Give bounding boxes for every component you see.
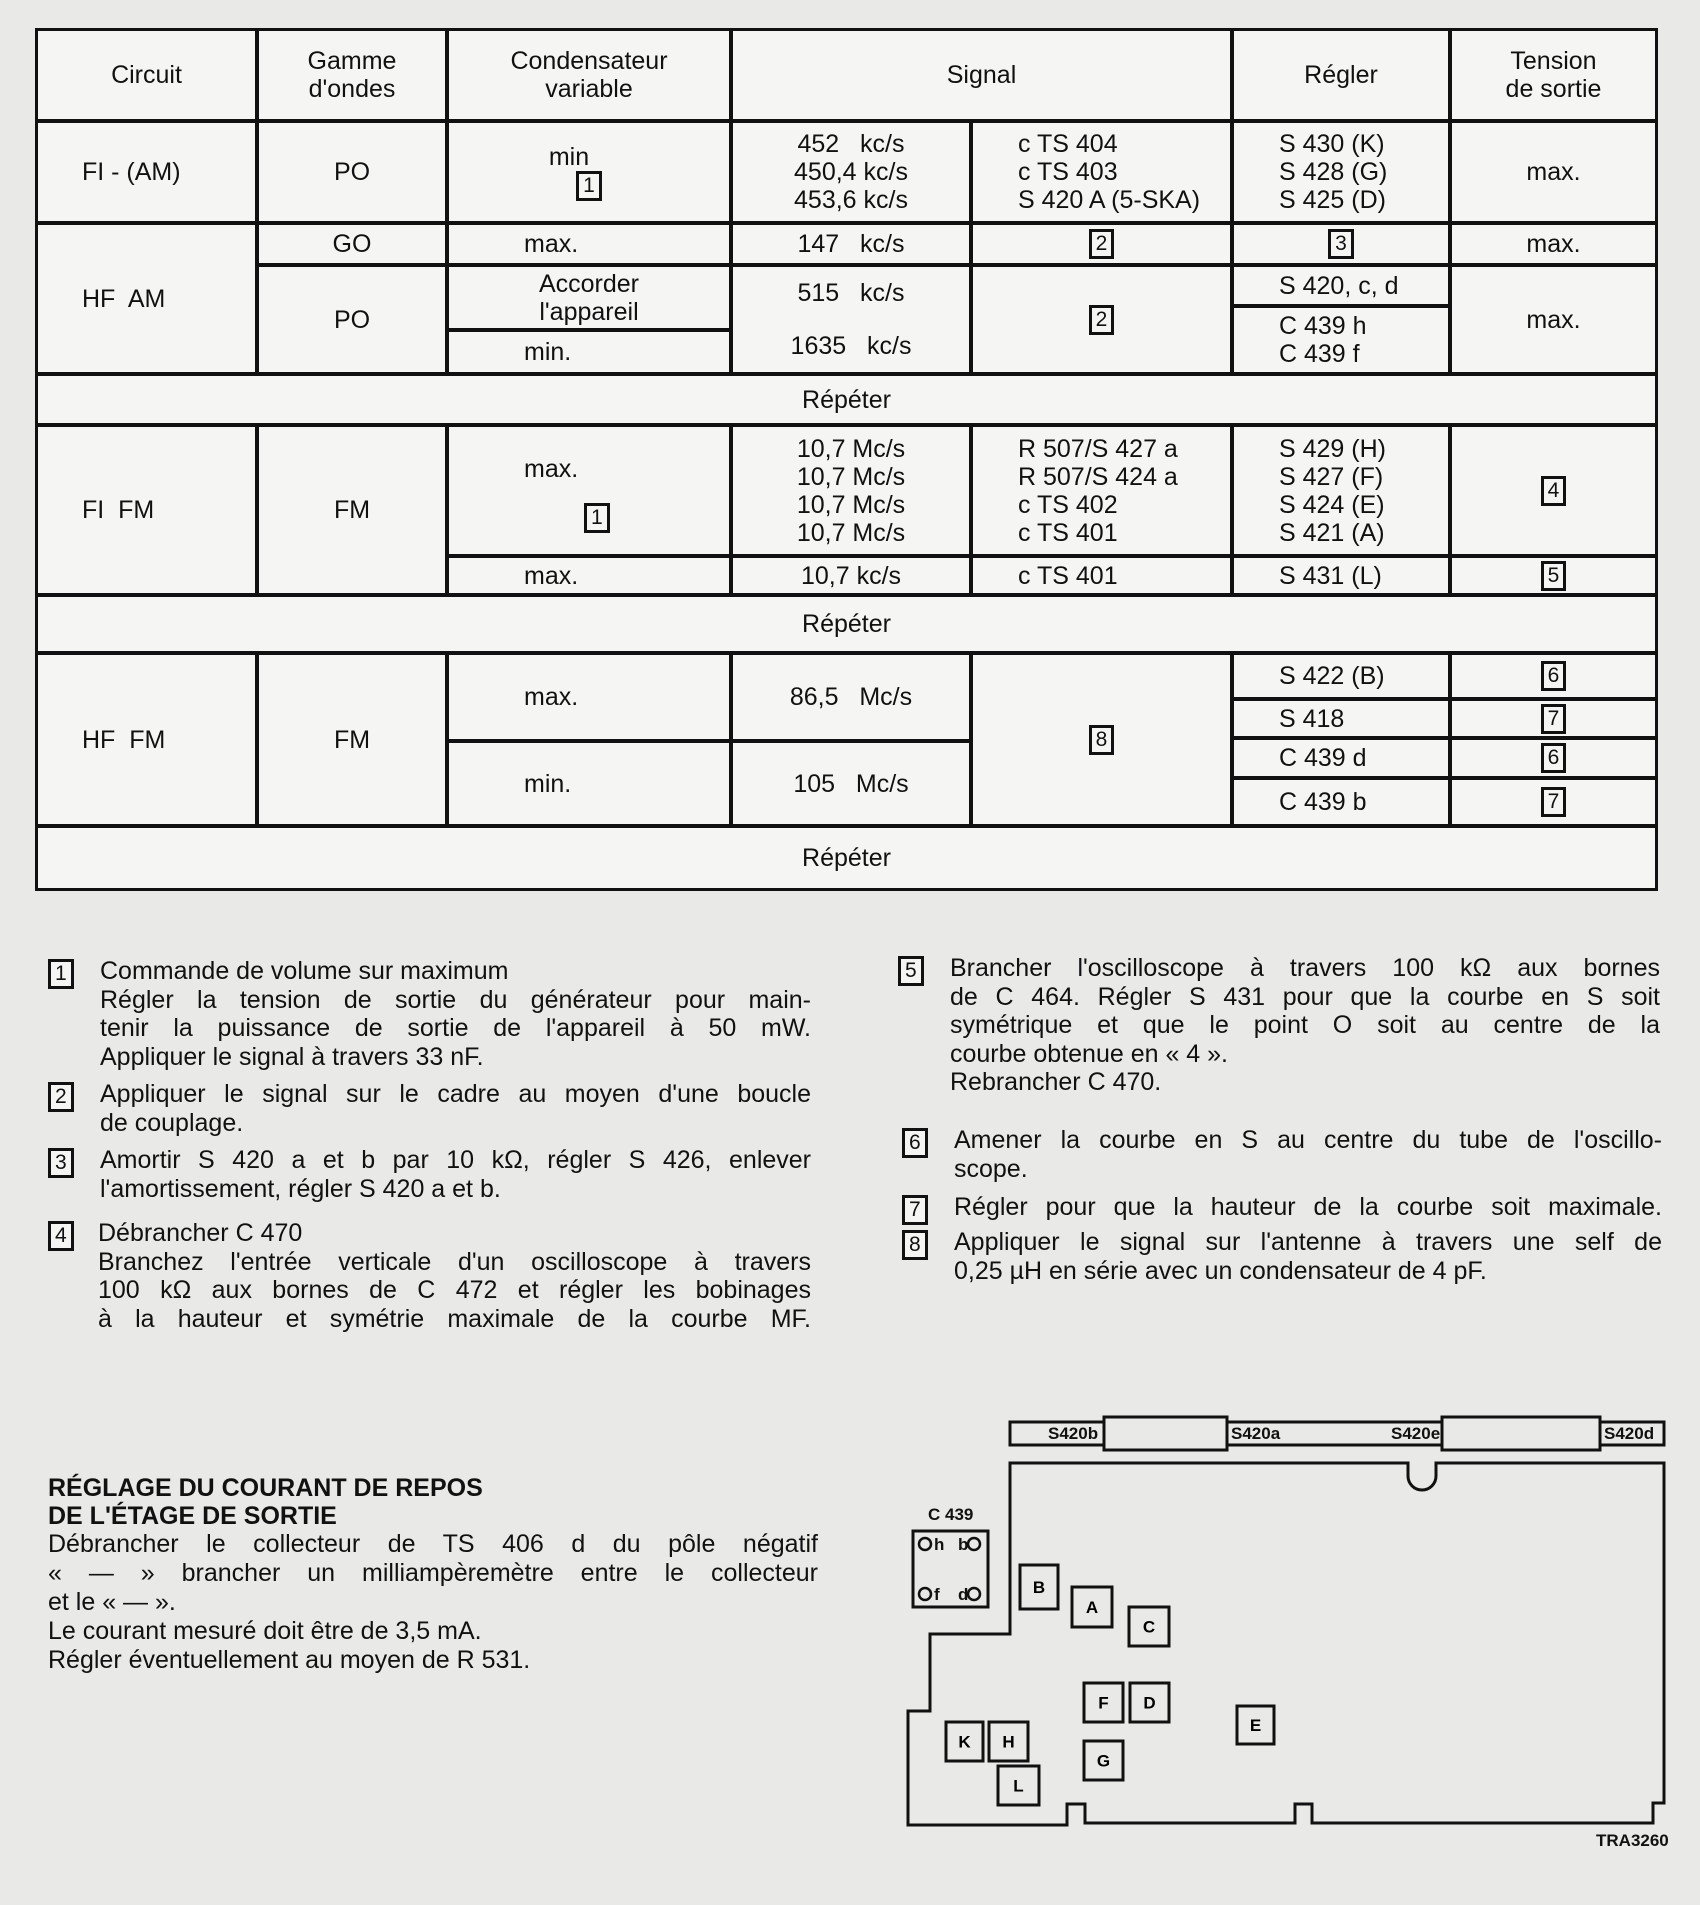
switch-block [1104, 1417, 1227, 1450]
note-ref-badge: 1 [576, 171, 602, 201]
note-line: Débrancher C 470 [98, 1219, 303, 1247]
fi-fm-tension-b [1449, 555, 1658, 596]
freq: 452 kc/s [797, 130, 905, 158]
note-ref-badge: 7 [1541, 704, 1567, 734]
note-line: Régler la tension de sortie du générateur pour main- [100, 985, 811, 1014]
fi-am-cond [446, 120, 732, 224]
switch-label: S420b [1048, 1424, 1099, 1443]
switch-label: S420d [1604, 1424, 1655, 1443]
hf-am-po-regler-a [1231, 264, 1451, 307]
terminal-label: b [958, 1535, 969, 1554]
freq: 450,4 kc/s [794, 158, 908, 186]
hf-fm-cond-a [446, 652, 732, 742]
fi-fm-regler [1231, 424, 1451, 557]
note-ref-badge: 8 [1089, 725, 1115, 755]
fi-fm-tension [1449, 424, 1658, 557]
note-line: Amortir S 420 a et b par 10 kΩ, régler S 426, enlever [100, 1146, 811, 1174]
hf-am-go-tension [1449, 222, 1658, 266]
note-ref-badge: 5 [1541, 561, 1567, 591]
note-ref-badge: 2 [1089, 229, 1115, 259]
source: S 420 A (5-SKA) [1018, 186, 1201, 214]
terminal-icon [919, 1588, 931, 1600]
hf-fm-source [970, 652, 1233, 827]
regler-item: S 427 (F) [1279, 462, 1384, 491]
hf-fm-cond-b [446, 740, 732, 827]
source: R 507/S 424 a [1018, 462, 1178, 491]
regler-item: S 425 (D) [1279, 186, 1386, 214]
note-number-badge: 6 [902, 1128, 928, 1158]
note-number-badge: 8 [902, 1230, 928, 1260]
note-ref-badge: 3 [1328, 229, 1354, 259]
gamme-label: PO [333, 158, 371, 186]
hf-am-go-regler [1231, 222, 1451, 266]
header-gamme [256, 28, 448, 122]
hf-fm-freq-a [730, 652, 972, 742]
component-label: L [1013, 1776, 1024, 1796]
tension-label: max. [1526, 305, 1581, 334]
freq: 1635 kc/s [790, 331, 912, 360]
terminal-icon [968, 1538, 980, 1550]
cond-label: max. [524, 455, 579, 483]
note-5 [898, 954, 1660, 1097]
hf-am-po-cond-a [446, 264, 732, 331]
section-line: Débrancher le collecteur de TS 406 d du pôle négatif [48, 1530, 818, 1558]
freq: 10,7 Mc/s [796, 434, 906, 463]
regler-item: C 439 d [1279, 744, 1367, 772]
note-line: Régler pour que la hauteur de la courbe soit maximale. [954, 1193, 1662, 1221]
repeat-row [35, 373, 1658, 426]
terminal-icon [968, 1588, 980, 1600]
freq: 453,6 kc/s [794, 186, 908, 214]
tension-label: max. [1526, 158, 1581, 186]
regler-item: S 421 (A) [1279, 518, 1385, 547]
hf-fm-tension-2 [1449, 698, 1658, 739]
note-line: 100 kΩ aux bornes de C 472 et régler les bobinages [98, 1276, 811, 1304]
hf-fm-tension-4 [1449, 777, 1658, 827]
freq: 86,5 Mc/s [789, 683, 913, 711]
repeat-row [35, 825, 1658, 891]
header-regler [1231, 28, 1451, 122]
note-ref-badge: 1 [584, 503, 610, 533]
header-tension-l1: Tension [1510, 47, 1597, 75]
note-line: l'amortissement, régler S 420 a et b. [100, 1174, 501, 1203]
fi-am-regler [1231, 120, 1451, 224]
source: c TS 403 [1018, 158, 1118, 186]
source: c TS 402 [1018, 490, 1118, 519]
freq: 10,7 kc/s [800, 561, 902, 590]
fi-am-gamme [256, 120, 448, 224]
freq: 147 kc/s [797, 230, 905, 258]
regler-item: S 428 (G) [1279, 158, 1388, 186]
cond-label: Accorder [538, 269, 640, 298]
note-1 [48, 957, 811, 1071]
hf-fm-regler-2 [1231, 698, 1451, 739]
gamme-label: PO [333, 305, 371, 334]
note-number-badge: 4 [48, 1221, 74, 1251]
hf-fm-tension-1 [1449, 652, 1658, 700]
note-line: symétrique et que le point O soit au centre de la [950, 1011, 1660, 1039]
header-regler-label: Régler [1304, 61, 1378, 89]
note-4 [48, 1219, 811, 1333]
note-ref-badge: 6 [1541, 661, 1567, 691]
regler-item: S 418 [1279, 704, 1345, 733]
regler-item: C 439 h [1279, 312, 1367, 340]
note-3 [48, 1146, 811, 1203]
hf-am-circuit [35, 222, 258, 375]
note-line: Amener la courbe en S au centre du tube de l'oscillo- [954, 1126, 1662, 1154]
cond-label: min. [524, 338, 572, 366]
switch-block [1442, 1417, 1600, 1450]
source: c TS 401 [1018, 561, 1118, 590]
regler-item: C 439 b [1279, 788, 1367, 816]
note-2 [48, 1080, 811, 1137]
regler-item: S 431 (L) [1279, 561, 1382, 590]
component-label: C [1142, 1617, 1156, 1637]
switch-label: S420a [1231, 1424, 1281, 1443]
regler-item: S 422 (B) [1279, 662, 1385, 690]
alignment-table [0, 0, 1700, 900]
hf-fm-regler-3 [1231, 737, 1451, 779]
header-cond-l1: Condensateur [510, 47, 668, 75]
freq: 10,7 Mc/s [796, 462, 906, 491]
quiescent-current-section [48, 1474, 818, 1675]
regler-item: S 424 (E) [1279, 490, 1385, 519]
hf-fm-circuit [35, 652, 258, 827]
note-number-badge: 3 [48, 1148, 74, 1178]
terminal-icon [919, 1538, 931, 1550]
header-cond-l2: variable [545, 75, 633, 103]
note-number-badge: 1 [48, 959, 74, 989]
component-label: K [958, 1732, 971, 1752]
freq: 105 Mc/s [793, 769, 909, 798]
gamme-label: FM [333, 496, 371, 524]
fi-fm-freq-b [730, 555, 972, 596]
header-gamme-l2: d'ondes [308, 75, 396, 103]
switch-label: S420e [1391, 1424, 1441, 1443]
note-line: courbe obtenue en « 4 ». [950, 1039, 1229, 1068]
c439-box [913, 1531, 988, 1607]
cond-label: l'appareil [539, 297, 639, 326]
hf-am-go-freq [730, 222, 972, 266]
fi-fm-source-b [970, 555, 1233, 596]
cond-label: max. [524, 561, 579, 590]
gamme-label: FM [333, 725, 371, 754]
note-ref-badge: 7 [1541, 787, 1567, 817]
tension-label: max. [1526, 230, 1581, 258]
note-line: 0,25 µH en série avec un condensateur de 4 pF. [954, 1256, 1487, 1285]
hf-am-go-gamme [256, 222, 448, 266]
note-ref-badge: 6 [1541, 743, 1567, 773]
note-line: Appliquer le signal sur le cadre au moyen d'une boucle [100, 1080, 811, 1108]
repeat-label: Répéter [802, 385, 891, 414]
note-number-badge: 5 [898, 956, 924, 986]
freq: 515 kc/s [797, 279, 905, 308]
fi-fm-cond-a [446, 424, 732, 557]
fi-fm-sources [970, 424, 1233, 557]
header-circuit-label: Circuit [111, 61, 182, 89]
note-line: de couplage. [100, 1108, 244, 1137]
section-line: Le courant mesuré doit être de 3,5 mA. [48, 1617, 482, 1645]
component-label: G [1096, 1751, 1111, 1771]
header-signal-label: Signal [946, 61, 1017, 89]
component-label: F [1098, 1693, 1109, 1713]
section-line: Régler éventuellement au moyen de R 531. [48, 1646, 531, 1674]
component-label: D [1143, 1693, 1156, 1713]
fi-am-tension [1449, 120, 1658, 224]
fi-am-sources [970, 120, 1233, 224]
fi-fm-gamme [256, 424, 448, 596]
hf-am-po-tension [1449, 264, 1658, 375]
circuit-label: HF FM [82, 725, 166, 754]
note-line: Rebrancher C 470. [950, 1068, 1162, 1096]
hf-am-po-regler-b [1231, 305, 1451, 375]
header-signal [730, 28, 1233, 122]
hf-am-po-gamme [256, 264, 448, 375]
cond-label: min [548, 143, 590, 171]
note-line: Brancher l'oscilloscope à travers 100 kΩ aux bornes [950, 954, 1660, 982]
hf-am-po-freqs [730, 264, 972, 375]
note-line: à la hauteur et symétrie maximale de la courbe MF. [98, 1304, 811, 1333]
note-number-badge: 2 [48, 1082, 74, 1112]
repeat-label: Répéter [802, 844, 891, 872]
header-circuit [35, 28, 258, 122]
regler-item: S 420, c, d [1279, 271, 1399, 300]
note-7 [902, 1193, 1662, 1222]
fi-fm-regler-b [1231, 555, 1451, 596]
reference-label: TRA3260 [1596, 1831, 1669, 1850]
regler-item: C 439 f [1279, 340, 1360, 368]
terminal-label: h [934, 1535, 945, 1554]
regler-item: S 429 (H) [1279, 434, 1386, 463]
hf-am-go-source [970, 222, 1233, 266]
c439-label: C 439 [928, 1505, 974, 1524]
component-label: A [1085, 1598, 1099, 1617]
cond-label: max. [524, 683, 579, 711]
source: c TS 401 [1018, 518, 1118, 547]
section-line: « — » brancher un milliampèremètre entre le collecteur [48, 1559, 818, 1587]
regler-item: S 430 (K) [1279, 130, 1385, 158]
section-line: et le « — ». [48, 1588, 176, 1616]
component-label: H [1002, 1732, 1015, 1752]
terminal-label: d [958, 1585, 969, 1604]
board-outline [908, 1463, 1664, 1825]
note-number-badge: 7 [902, 1195, 928, 1225]
cond-label: min. [524, 769, 572, 798]
circuit-label: FI FM [82, 496, 155, 524]
fi-am-freqs [730, 120, 972, 224]
gamme-label: GO [332, 230, 372, 258]
hf-fm-tension-3 [1449, 737, 1658, 779]
note-line: Commande de volume sur maximum [100, 957, 509, 985]
section-title: RÉGLAGE DU COURANT DE REPOS [48, 1474, 483, 1502]
repeat-row [35, 594, 1658, 654]
cond-label: max. [524, 230, 579, 258]
freq: 10,7 Mc/s [796, 518, 906, 547]
hf-fm-regler-4 [1231, 777, 1451, 827]
note-line: tenir la puissance de sortie de l'appareil à 50 mW. [100, 1014, 811, 1042]
header-tension [1449, 28, 1658, 122]
note-line: Branchez l'entrée verticale d'un oscilloscope à travers [98, 1247, 811, 1276]
header-condensateur [446, 28, 732, 122]
component-label: E [1249, 1716, 1262, 1735]
note-ref-badge: 4 [1541, 476, 1567, 506]
header-gamme-l1: Gamme [307, 47, 397, 75]
terminal-label: f [934, 1585, 940, 1604]
component-label: B [1032, 1578, 1046, 1597]
fi-fm-freqs [730, 424, 972, 557]
section-title: DE L'ÉTAGE DE SORTIE [48, 1502, 337, 1530]
source: R 507/S 427 a [1018, 434, 1178, 463]
hf-fm-regler-1 [1231, 652, 1451, 700]
pcb-layout-diagram [900, 1400, 1700, 1860]
note-line: scope. [954, 1154, 1028, 1183]
hf-am-po-cond-b [446, 329, 732, 375]
circuit-label: HF AM [82, 284, 166, 313]
source: c TS 404 [1018, 130, 1118, 158]
hf-fm-freq-b [730, 740, 972, 827]
note-ref-badge: 2 [1089, 305, 1115, 335]
note-8 [902, 1228, 1662, 1285]
hf-am-po-source [970, 264, 1233, 375]
circuit-label: FI - (AM) [82, 158, 181, 186]
note-6 [902, 1126, 1662, 1183]
header-tension-l2: de sortie [1505, 75, 1602, 103]
fi-fm-circuit [35, 424, 258, 596]
note-line: Appliquer le signal à travers 33 nF. [100, 1042, 484, 1071]
freq: 10,7 Mc/s [796, 490, 906, 519]
note-line: de C 464. Régler S 431 pour que la courbe en S soit [950, 982, 1660, 1011]
hf-fm-gamme [256, 652, 448, 827]
fi-am-circuit [35, 120, 258, 224]
hf-am-go-cond [446, 222, 732, 266]
repeat-label: Répéter [802, 610, 891, 638]
note-line: Appliquer le signal sur l'antenne à travers une self de [954, 1228, 1662, 1256]
fi-fm-cond-b [446, 555, 732, 596]
